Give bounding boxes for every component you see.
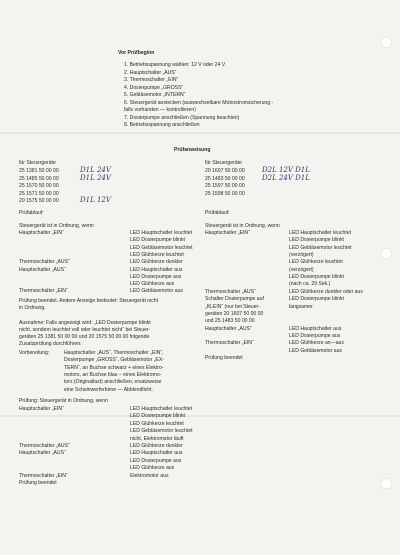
step-line: 7. Dosierpumpe anschließen (Spannung beachten) — [124, 114, 240, 121]
step-line: 8. Betriebsspannung anschließen — [124, 122, 200, 128]
part-number: 25 1598 50 00 00 — [205, 190, 245, 197]
condition-label: geräten 20 1607 50 00 00 — [205, 310, 264, 317]
handwritten-note: D2L 12V D1L — [262, 166, 310, 174]
led-status: LED Glühkerze aus — [130, 281, 175, 288]
condition-label: Hauptschalter „EIN“ — [205, 230, 250, 236]
punch-hole — [381, 37, 392, 48]
text-line: tors (Originallast) anschließen, ersatzweise — [64, 379, 162, 386]
label: Prüfablauf: — [19, 210, 44, 216]
condition-label: Hauptschalter „AUS“ — [19, 266, 66, 273]
condition-label: Thermoschalter „AUS“ — [19, 443, 70, 449]
label: Vorbereitung: — [19, 350, 50, 356]
section-title: Prüfanweisung — [174, 147, 211, 153]
handwritten-note: D1L 24V — [80, 166, 111, 174]
punch-hole — [381, 478, 392, 489]
handwritten-note: D1L 24V — [80, 173, 111, 182]
text-line: TERN“, an Buchse schwarz + eines Elektro- — [64, 364, 164, 371]
led-status: LED Glühkerze leuchtet — [289, 259, 343, 266]
part-number: 20 1575 50 00 00 — [19, 198, 59, 204]
led-status: (verzögert) — [289, 252, 314, 259]
led-status: LED Hauptschalter aus — [130, 450, 183, 457]
condition-label: Hauptschalter „AUS“ — [205, 325, 252, 332]
step-line: 5. Gebläsemotor „INTERN“ — [124, 92, 186, 98]
text-line: Hauptschalter „AUS“, Thermoschalter „EIN“, — [64, 350, 164, 356]
led-status: LED Dosierpumpe blinkt — [289, 296, 344, 303]
part-number: 25 1571 50 00 00 — [19, 190, 59, 197]
led-status: LED Glühkerze an—aus — [289, 340, 344, 347]
led-status: LED Glühkerze dunkler oder aus — [289, 288, 363, 295]
led-status: LED Glühkerze leuchtet — [130, 251, 184, 258]
part-number: 25 1381 50 00 00 — [19, 168, 59, 174]
led-status: (verzögert) — [289, 266, 314, 273]
condition-label: Prüfung beendet — [19, 480, 57, 486]
led-status: LED Glühkerze aus — [130, 465, 175, 472]
led-status: LED Hauptschalter aus — [130, 266, 183, 273]
handwritten-note: D2L 24V D1L — [262, 173, 310, 182]
text-line: nicht, sondern leuchtet voll oder leuchtet nicht“ bei Steuer- — [19, 327, 151, 333]
condition-label: und 25 1483 50 00 00 — [205, 318, 255, 325]
led-status: LED Hauptschalter aus — [289, 325, 342, 332]
led-status: LED Hauptschalter leuchtet — [130, 406, 193, 412]
led-status: LED Gebläsemotor leuchtet — [130, 428, 193, 435]
condition-label: „KLEIN“ (nur bei Steuer- — [205, 303, 260, 310]
led-status: langsamer — [289, 303, 313, 310]
section-title: Vor Prüfbeginn — [118, 50, 155, 56]
led-status: LED Dosierpumpe blinkt — [130, 413, 185, 420]
condition-label: Prüfung beendet — [205, 354, 243, 361]
condition-label: Thermoschalter „EIN“ — [19, 288, 68, 295]
condition-label: Schalter Dosierpumpe auf — [205, 296, 264, 303]
led-status: LED Gebläsemotor leuchtet — [130, 244, 193, 251]
column-heading: für Steuergeräte — [19, 160, 56, 166]
condition-label: Thermoschalter „AUS“ — [205, 288, 256, 295]
intro-text: Steuergerät ist in Ordnung, wenn — [19, 223, 94, 229]
led-status: LED Dosierpumpe aus — [130, 457, 182, 464]
led-status: LED Gebläsemotor leuchtet — [289, 244, 352, 251]
led-status: LED Gebläsemotor aus — [289, 347, 342, 354]
led-status: LED Glühkerze leuchtet — [130, 420, 184, 427]
condition-label: Hauptschalter „EIN“ — [19, 230, 64, 236]
text-line: in Ordnung. — [19, 305, 46, 311]
fold-line — [0, 132, 400, 134]
part-number: 25 1483 50 00 00 — [205, 175, 245, 182]
text-line: geräten 25 1381 50 00 00 und 20 1575 50 00 00 folgende — [19, 334, 150, 340]
led-status: LED Glühkerze dunkler — [130, 259, 183, 266]
condition-label: Hauptschalter „AUS“ — [19, 450, 66, 457]
part-number: 25 1485 50 00 00 — [19, 175, 59, 182]
led-status: LED Dosierpumpe blinkt — [289, 237, 344, 244]
punch-hole — [381, 248, 392, 259]
led-status: LED Hauptschalter leuchtet — [289, 230, 352, 236]
led-status: (nach ca. 29 Sek.) — [289, 281, 331, 288]
label: Prüfablauf: — [205, 210, 230, 216]
condition-label: Thermoschalter „EIN“ — [19, 472, 68, 479]
text-line: Zusatzprüfung durchführen: — [19, 341, 82, 347]
step-line: 4. Dosierpumpe „GROSS“ — [124, 84, 184, 91]
condition-label: Thermoschalter „AUS“ — [19, 259, 70, 266]
step-line: 3. Thermoschalter „EIN“ — [124, 77, 179, 83]
condition-label: Hauptschalter „EIN“ — [19, 406, 64, 412]
intro-text: Steuergerät ist in Ordnung, wenn — [205, 223, 280, 229]
led-status: LED Hauptschalter leuchtet — [130, 230, 193, 236]
text-line: motors, an Buchse blau – eines Elektromo- — [64, 371, 162, 378]
led-status: nicht, Elektromotor läuft — [130, 435, 184, 442]
led-status: Elektromotor aus — [130, 472, 169, 479]
part-number: 25 1570 50 00 00 — [19, 183, 59, 189]
text-line: eine Scheinwerferbirne — Abblendlicht. — [64, 386, 153, 393]
handwritten-note: D1L 12V — [80, 196, 111, 204]
led-status: LED Dosierpumpe aus — [289, 332, 341, 339]
led-status: LED Glühkerze dunkler — [130, 443, 183, 449]
step-line: 1. Betriebsspannung wählen: 12 V oder 24 V — [124, 62, 226, 68]
led-status: LED Dosierpumpe aus — [130, 273, 182, 280]
condition-label: Thermoschalter „EIN“ — [205, 340, 254, 347]
step-line: 2. Hauptschalter „AUS“ — [124, 69, 177, 76]
text-line: Ausnahme: Falls angezeigt wird: „LED Dosierpumpe blinkt — [19, 320, 151, 326]
text-line: Prüfung beendet. Andere Anzeige bedeutet: Steuergerät nicht — [19, 298, 159, 304]
intro-text: Prüfung: Steuergerät in Ordnung, wenn — [19, 398, 108, 404]
text-line: Dosierpumpe „GROSS“, Gebläsemotor „EX- — [64, 357, 164, 364]
part-number: 25 1597 50 00 00 — [205, 183, 245, 189]
led-status: LED Dosierpumpe blinkt — [289, 274, 344, 281]
led-status: LED Gebläsemotor aus — [130, 288, 183, 295]
part-number: 20 1607 50 00 00 — [205, 168, 245, 174]
step-line: 6. Steuergerät anstecken (auswechselbare Motorstromsicherung - — [124, 99, 274, 106]
led-status: LED Dosierpumpe blinkt — [130, 237, 185, 244]
step-line: falls vorhanden — kontrollieren) — [124, 107, 196, 113]
column-heading: für Steuergeräte — [205, 160, 242, 166]
